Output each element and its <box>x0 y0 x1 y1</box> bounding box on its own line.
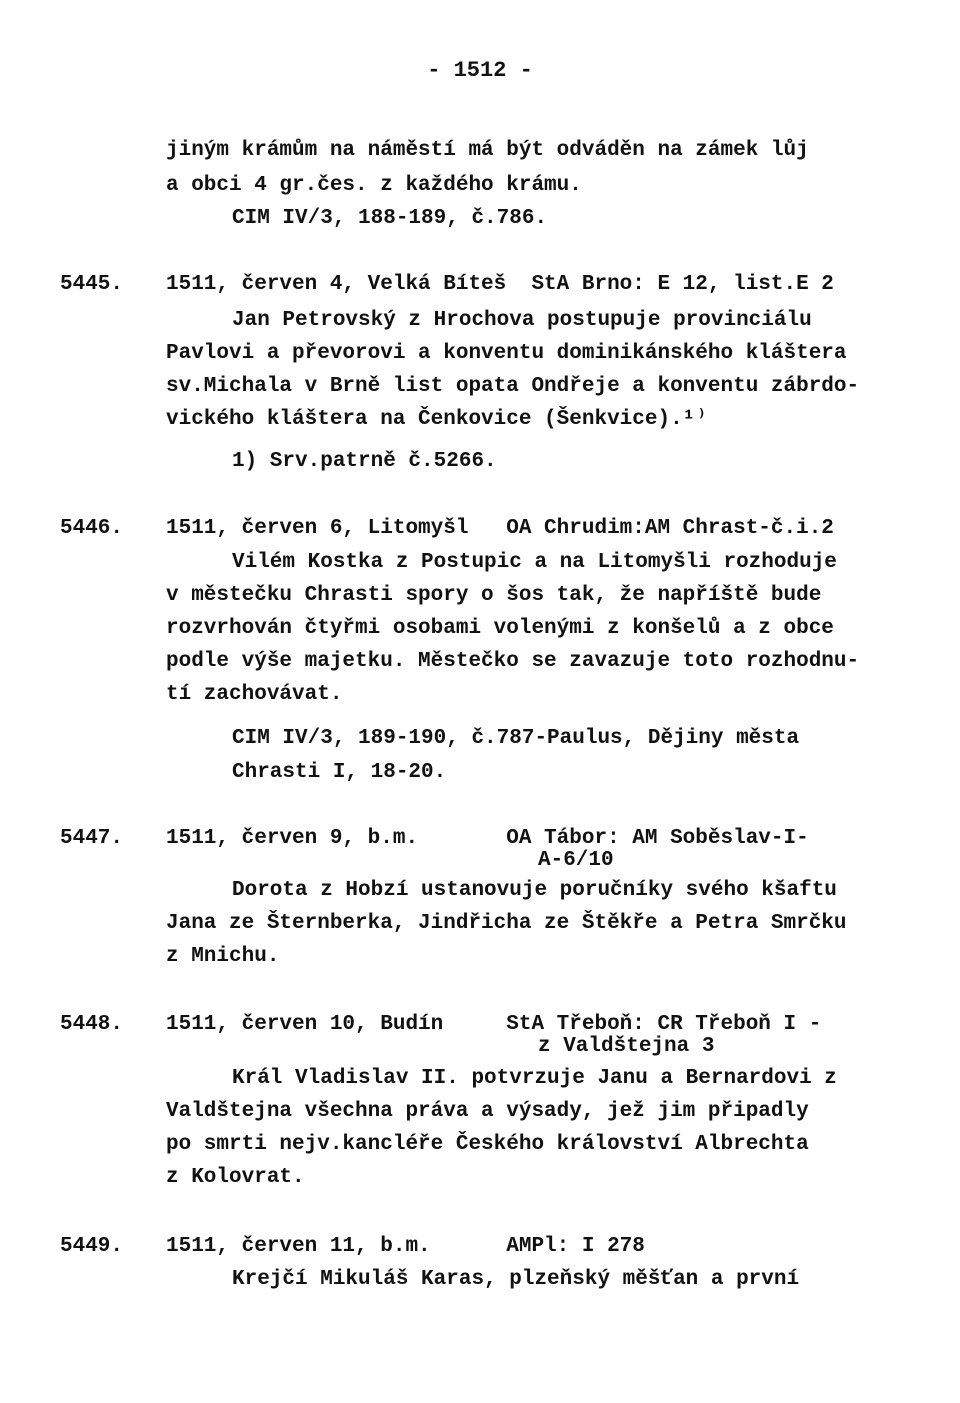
entry-body-line: Valdštejna všechna práva a výsady, jež jim připadly <box>166 1100 809 1123</box>
intro-line: jiným krámům na náměstí má být odváděn na zámek lůj <box>166 139 809 162</box>
entry-body-line: Jan Petrovský z Hrochova postupuje provinciálu <box>232 309 812 332</box>
entry-header: 1511, červen 11, b.m. AMPl: I 278 <box>166 1235 645 1258</box>
entry-body-line: tí zachovávat. <box>166 683 343 706</box>
entry-archive-continuation: A-6/10 <box>538 849 614 872</box>
entry-body-line: sv.Michala v Brně list opata Ondřeje a konventu zábrdo- <box>166 375 860 398</box>
entry-citation: CIM IV/3, 189-190, č.787-Paulus, Dějiny města <box>232 727 800 750</box>
entry-header: 1511, červen 9, b.m. OA Tábor: AM Soběslav-I- <box>166 827 809 850</box>
page-number: - 1512 - <box>427 58 533 83</box>
entry-body-line: Vilém Kostka z Postupic a na Litomyšli rozhoduje <box>232 551 837 574</box>
entry-header: 1511, červen 4, Velká Bíteš StA Brno: E 12, list.E 2 <box>166 273 834 296</box>
entry-footnote: 1) Srv.patrně č.5266. <box>232 450 497 473</box>
entry-body-line: z Kolovrat. <box>166 1166 305 1189</box>
entry-number: 5448. <box>60 1013 124 1036</box>
entry-body-line: Jana ze Šternberka, Jindřicha ze Štěkře a Petra Smrčku <box>166 912 847 935</box>
entry-body-line: podle výše majetku. Městečko se zavazuje toto rozhodnu- <box>166 650 860 673</box>
entry-body-line: Krejčí Mikuláš Karas, plzeňský měšťan a první <box>232 1268 800 1291</box>
entry-number: 5449. <box>60 1235 124 1258</box>
intro-line: a obci 4 gr.čes. z každého krámu. <box>166 174 582 197</box>
entry-body-line: z Mnichu. <box>166 945 280 968</box>
entry-archive-continuation: z Valdštejna 3 <box>538 1035 715 1058</box>
entry-body-line: v městečku Chrasti spory o šos tak, že napříště bude <box>166 584 822 607</box>
entry-body-line: vického kláštera na Čenkovice (Šenkvice).¹⁾ <box>166 408 708 431</box>
entry-body-line: Král Vladislav II. potvrzuje Janu a Bernardovi z <box>232 1067 837 1090</box>
entry-body-line: po smrti nejv.kancléře Českého království Albrechta <box>166 1133 809 1156</box>
entry-body-line: Dorota z Hobzí ustanovuje poručníky svého kšaftu <box>232 879 837 902</box>
entry-header: 1511, červen 10, Budín StA Třeboň: CR Třeboň I - <box>166 1013 822 1036</box>
entry-body-line: Pavlovi a převorovi a konventu dominikánského kláštera <box>166 342 847 365</box>
entry-number: 5447. <box>60 827 124 850</box>
intro-citation: CIM IV/3, 188-189, č.786. <box>232 207 548 230</box>
entry-number: 5445. <box>60 273 124 296</box>
entry-number: 5446. <box>60 517 124 540</box>
entry-header: 1511, červen 6, Litomyšl OA Chrudim:AM Chrast-č.i.2 <box>166 517 834 540</box>
entry-body-line: rozvrhován čtyřmi osobami volenými z konšelů a z obce <box>166 617 834 640</box>
entry-citation: Chrasti I, 18-20. <box>232 761 447 784</box>
